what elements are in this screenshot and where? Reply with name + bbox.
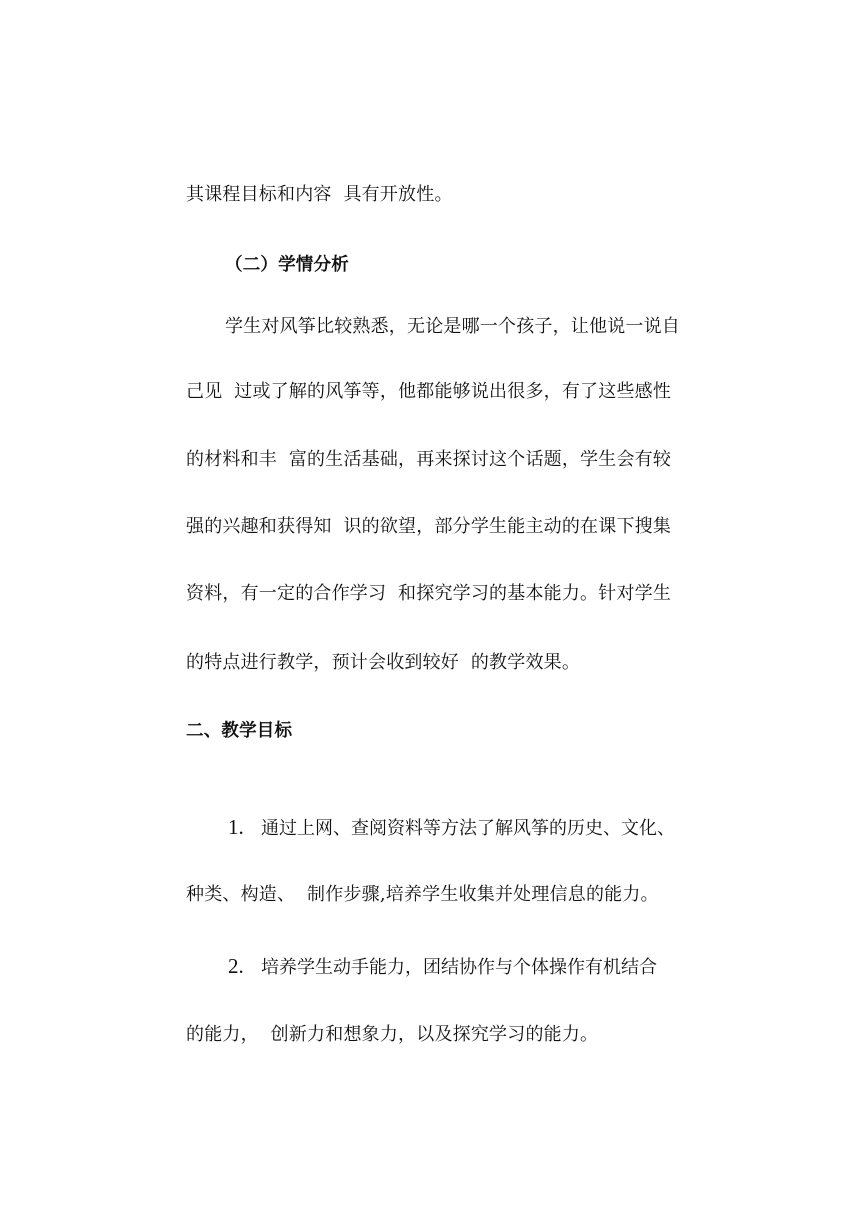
- list-item-text: 的能力， 创新力和想象力，以及探究学习的能力。: [186, 1024, 599, 1045]
- paragraph-line: 的材料和丰 富的生活基础，再来探讨这个话题，学生会有较: [186, 449, 672, 470]
- paragraph-line: 学生对风筝比较熟悉，无论是哪一个孩子，让他说一说自: [225, 316, 680, 337]
- list-item-number: 2.: [228, 954, 244, 978]
- paragraph-line: 资料，有一定的合作学习 和探究学习的基本能力。针对学生: [186, 583, 672, 604]
- section-heading-teaching-goals: 二、教学目标: [186, 721, 293, 741]
- paragraph-line: 己见 过或了解的风筝等，他都能够说出很多，有了这些感性: [186, 381, 672, 402]
- list-item-text: 通过上网、查阅资料等方法了解风筝的历史、文化、: [261, 818, 675, 839]
- list-item-text: 培养学生动手能力，团结协作与个体操作有机结合: [261, 957, 657, 978]
- paragraph-line: 其课程目标和内容 具有开放性。: [186, 184, 453, 205]
- list-item-text: 种类、构造、 制作步骤,培养学生收集并处理信息的能力。: [186, 884, 659, 905]
- paragraph-line: 的特点进行教学，预计会收到较好 的教学效果。: [186, 652, 581, 673]
- paragraph-line: 强的兴趣和获得知 识的欲望，部分学生能主动的在课下搜集: [186, 516, 672, 537]
- section-heading-learning-analysis: （二）学情分析: [225, 255, 349, 275]
- list-item-number: 1.: [228, 815, 244, 839]
